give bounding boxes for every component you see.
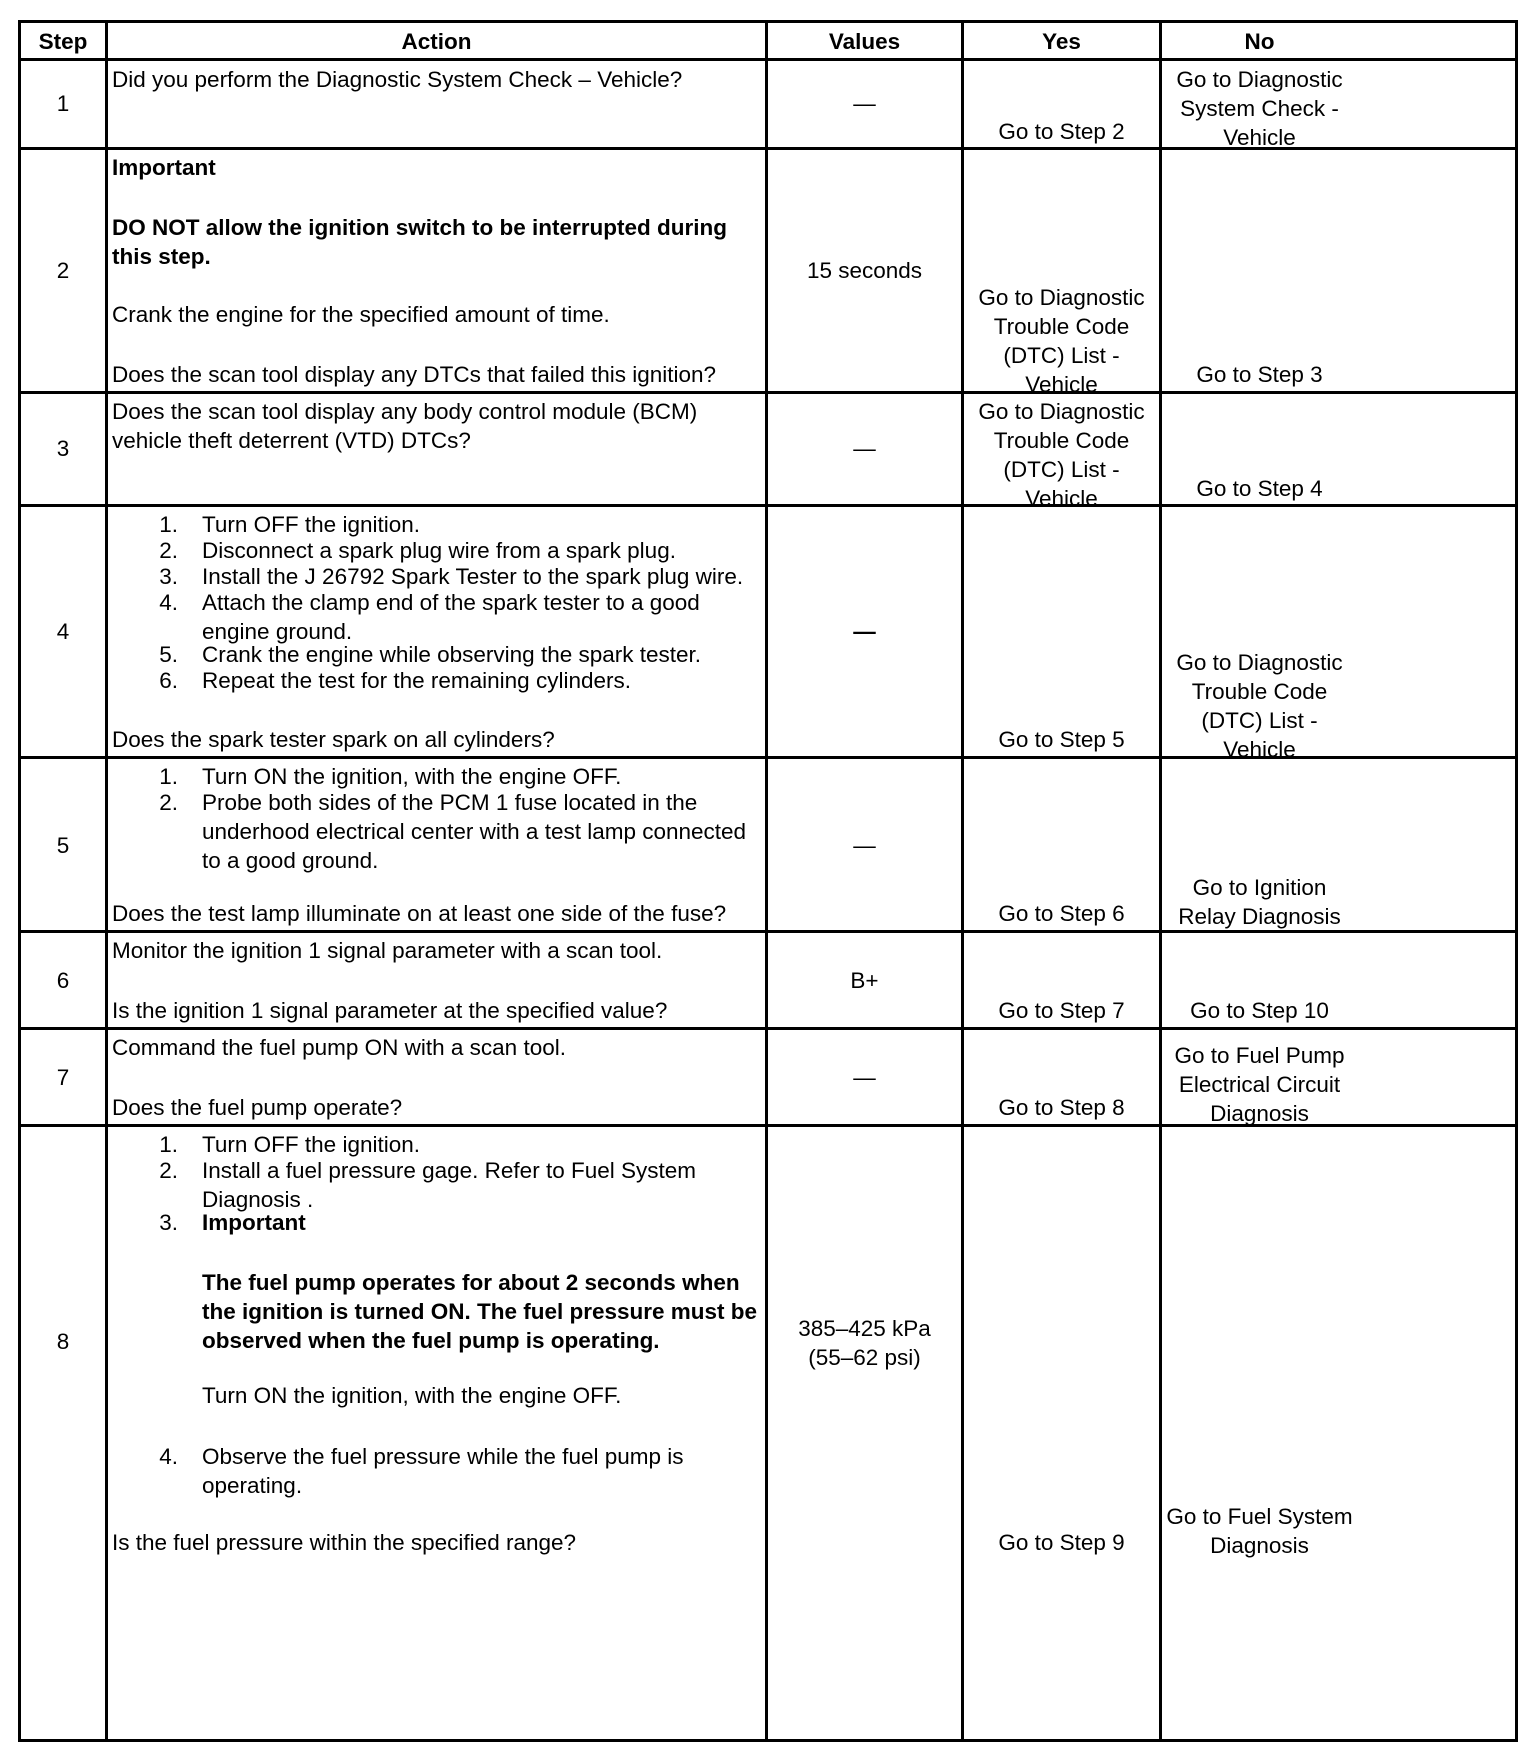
yes-result: Go to Step 7 — [998, 998, 1125, 1023]
list-item: Crank the engine while observing the spark tester. — [202, 642, 702, 667]
list-number: 2. — [159, 538, 178, 563]
header-values: Values — [828, 29, 901, 54]
diagnostic-table — [18, 20, 1518, 1742]
list-item: Turn OFF the ignition. — [202, 512, 421, 537]
action-instruction: Monitor the ignition 1 signal parameter with a scan tool. — [112, 938, 663, 963]
list-number: 1. — [159, 512, 178, 537]
action-question: Does the scan tool display any body control module (BCM) vehicle theft deterrent (VTD) DTCs? — [112, 399, 698, 453]
spec-value: — — [853, 436, 876, 461]
no-result: Go to Diagnostic Trouble Code (DTC) List - Vehicle — [1176, 650, 1343, 762]
no-result: Go to Diagnostic System Check - Vehicle — [1176, 67, 1343, 150]
spec-value: 15 seconds — [806, 258, 923, 283]
no-result: Go to Fuel Pump Electrical Circuit Diagnosis — [1174, 1043, 1345, 1126]
list-number: 6. — [159, 668, 178, 693]
list-item: Attach the clamp end of the spark tester to a good engine ground. — [202, 590, 700, 644]
important-label: Important — [202, 1210, 306, 1235]
list-item: Turn ON the ignition, with the engine OFF. — [202, 1383, 622, 1408]
action-steps-list — [112, 1130, 762, 1510]
step-number: 2 — [56, 258, 70, 283]
action-steps-list — [112, 762, 762, 882]
action-question: Does the test lamp illuminate on at least one side of the fuse? — [112, 901, 727, 926]
yes-result: Go to Step 2 — [998, 119, 1125, 144]
list-number: 2. — [159, 1158, 178, 1183]
list-item: Install a fuel pressure gage. Refer to Fuel System Diagnosis . — [202, 1158, 696, 1212]
spec-value: — — [853, 833, 876, 858]
header-no: No — [1244, 29, 1275, 54]
action-instruction: Crank the engine for the specified amount of time. — [112, 302, 610, 327]
no-result: Go to Step 3 — [1196, 362, 1323, 387]
yes-result: Go to Diagnostic Trouble Code (DTC) List - Vehicle — [978, 399, 1145, 511]
row-divider — [21, 504, 1515, 507]
important-label: Important — [112, 155, 216, 180]
step-number: 6 — [56, 968, 70, 993]
row-divider — [21, 1027, 1515, 1030]
step-number: 1 — [56, 91, 70, 116]
no-result: Go to Step 4 — [1196, 476, 1323, 501]
important-text: The fuel pump operates for about 2 seconds when the ignition is turned ON. The fuel pressure must be observed when the fuel pump is operating. — [202, 1270, 758, 1353]
list-number: 5. — [159, 642, 178, 667]
action-question: Does the spark tester spark on all cylinders? — [112, 727, 555, 752]
spec-value: — — [853, 1065, 876, 1090]
spec-value: 385–425 kPa (55–62 psi) — [798, 1316, 931, 1370]
list-number: 3. — [159, 564, 178, 589]
list-number: 4. — [159, 1444, 178, 1469]
column-divider — [961, 23, 964, 1739]
list-item: Turn ON the ignition, with the engine OFF. — [202, 764, 622, 789]
yes-result: Go to Diagnostic Trouble Code (DTC) List - Vehicle — [978, 285, 1145, 397]
header-step: Step — [38, 29, 88, 54]
list-item: Repeat the test for the remaining cylinders. — [202, 668, 631, 693]
step-number: 8 — [56, 1329, 70, 1354]
list-number: 3. — [159, 1210, 178, 1235]
yes-result: Go to Step 6 — [998, 901, 1125, 926]
column-divider — [105, 23, 108, 1739]
action-question: Does the scan tool display any DTCs that failed this ignition? — [112, 362, 717, 387]
list-item: Observe the fuel pressure while the fuel pump is operating. — [202, 1444, 684, 1498]
yes-result: Go to Step 5 — [998, 727, 1125, 752]
no-result: Go to Step 10 — [1190, 998, 1329, 1023]
step-number: 3 — [56, 436, 70, 461]
yes-result: Go to Step 8 — [998, 1095, 1125, 1120]
spec-value: — — [853, 91, 876, 116]
row-divider — [21, 391, 1515, 394]
spec-value: B+ — [850, 968, 879, 993]
action-question: Did you perform the Diagnostic System Check – Vehicle? — [112, 67, 683, 92]
header-action: Action — [401, 29, 472, 54]
yes-result: Go to Step 9 — [998, 1530, 1125, 1555]
warning-text: DO NOT allow the ignition switch to be interrupted during this step. — [112, 215, 727, 269]
step-number: 5 — [56, 833, 70, 858]
list-item: Install the J 26792 Spark Tester to the spark plug wire. — [202, 564, 744, 589]
row-divider — [21, 58, 1515, 61]
list-item: Probe both sides of the PCM 1 fuse located in the underhood electrical center with a test lamp connected to a good ground. — [202, 790, 747, 873]
list-item: Turn OFF the ignition. — [202, 1132, 421, 1157]
spec-value: — — [853, 619, 876, 644]
no-result: Go to Ignition Relay Diagnosis — [1178, 875, 1341, 929]
action-question: Does the fuel pump operate? — [112, 1095, 403, 1120]
no-result: Go to Fuel System Diagnosis — [1166, 1504, 1353, 1558]
step-number: 7 — [56, 1065, 70, 1090]
action-instruction: Command the fuel pump ON with a scan tool. — [112, 1035, 566, 1060]
action-question: Is the fuel pressure within the specified range? — [112, 1530, 577, 1555]
list-number: 2. — [159, 790, 178, 815]
list-item: Disconnect a spark plug wire from a spark plug. — [202, 538, 676, 563]
action-question: Is the ignition 1 signal parameter at the specified value? — [112, 998, 668, 1023]
step-number: 4 — [56, 619, 70, 644]
list-number: 1. — [159, 1132, 178, 1157]
list-number: 4. — [159, 590, 178, 615]
header-yes: Yes — [1042, 29, 1081, 54]
action-steps-list — [112, 510, 762, 710]
list-number: 1. — [159, 764, 178, 789]
